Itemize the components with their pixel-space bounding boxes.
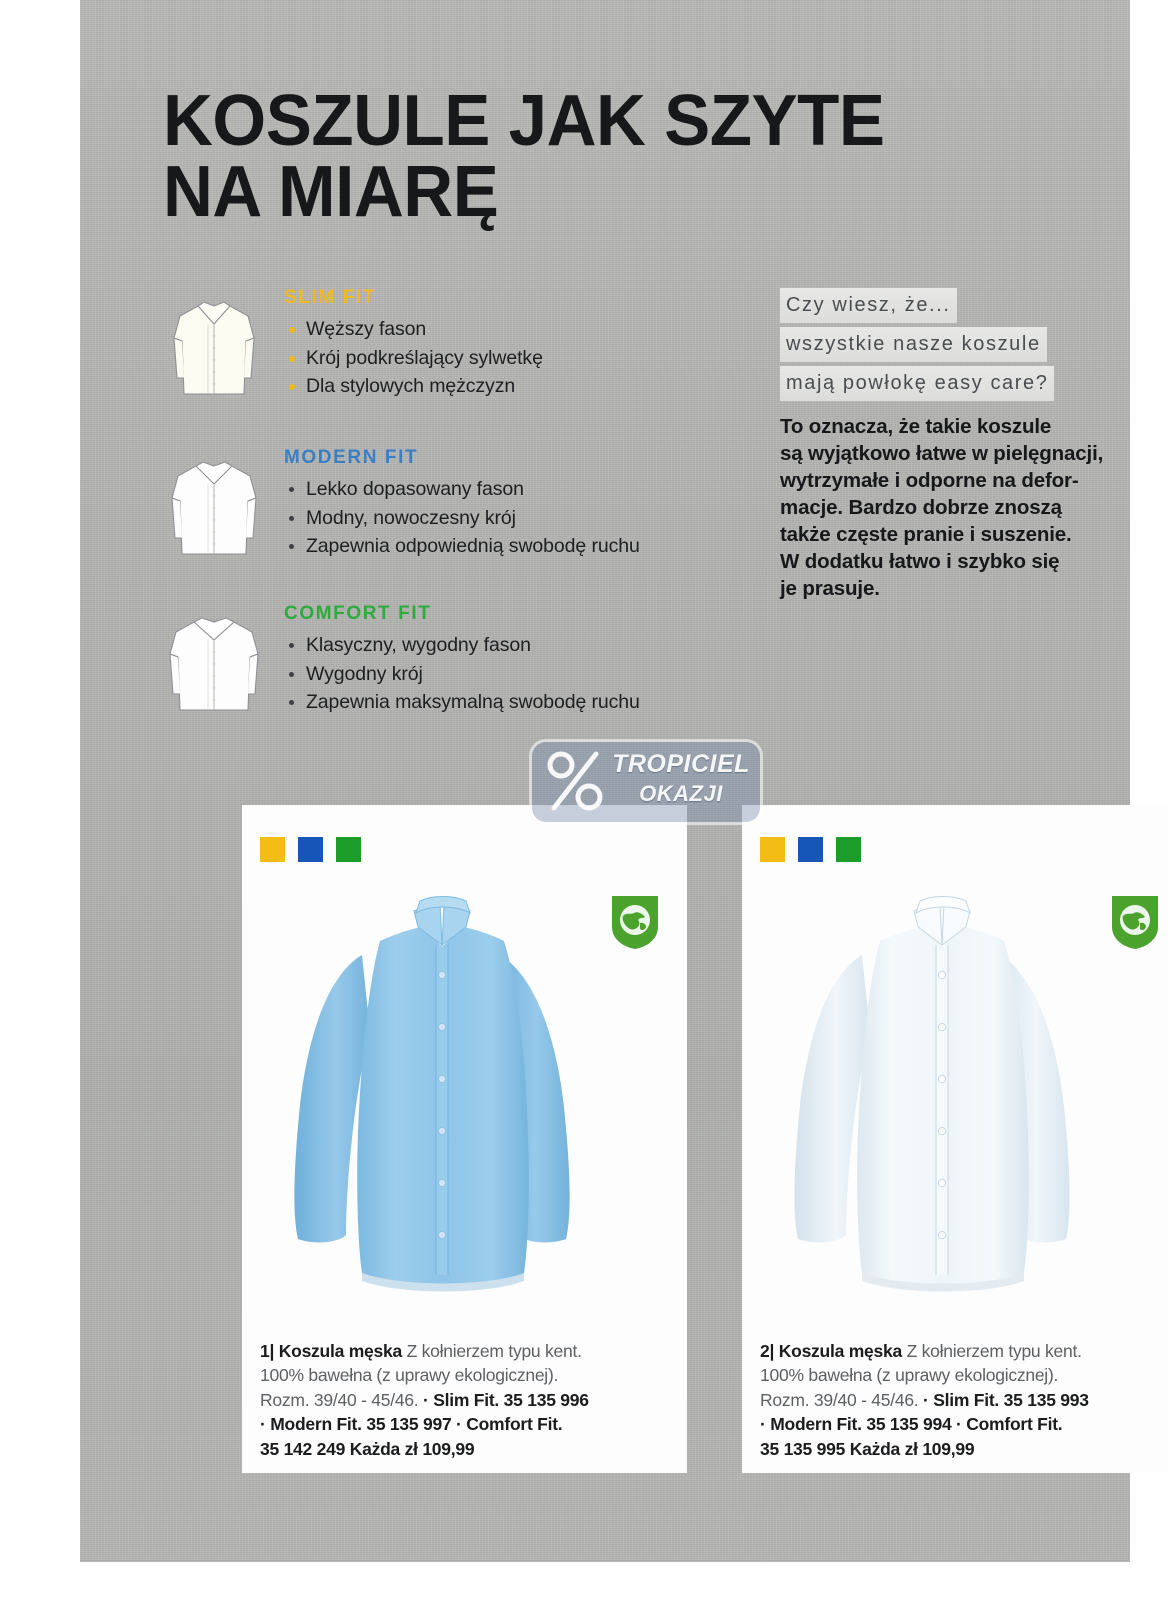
fit-title-modern: MODERN FIT	[284, 447, 419, 468]
caption-line: · Modern Fit. 35 135 994 · Comfort Fit.	[760, 1414, 1063, 1434]
did-you-know-line: mają powłokę easy care?	[780, 366, 1054, 401]
watermark-text	[608, 752, 754, 806]
body-line: W dodatku łatwo i szybko się	[780, 550, 1060, 574]
page-title-line-1: KOSZULE JAK SZYTE	[163, 81, 885, 161]
fit-bullet: Klasyczny, wygodny fason	[284, 631, 768, 660]
watermark-tropiciel-okazji	[532, 742, 760, 822]
page-title	[163, 81, 1027, 232]
caption-line: Rozm. 39/40 - 45/46. · Slim Fit. 35 135 996	[260, 1389, 589, 1410]
fit-bullet: Lekko dopasowany fason	[284, 475, 768, 504]
fit-title-comfort: COMFORT FIT	[284, 603, 432, 624]
fit-bullet: Zapewnia maksymalną swobodę ruchu	[284, 688, 768, 717]
caption-line: 35 135 995 Każda zł 109,99	[760, 1438, 975, 1459]
percent-icon	[544, 748, 606, 814]
fit-bullets-comfort	[284, 631, 768, 717]
caption-line: 100% bawełna (z uprawy ekologicznej).	[260, 1365, 559, 1385]
fit-bullet: Krój podkreślający sylwetkę	[284, 344, 768, 373]
dress-shirt-icon	[168, 610, 260, 718]
product-caption-1	[260, 1339, 672, 1462]
fit-bullets-modern	[284, 475, 768, 561]
body-line: wytrzymałe i odporne na defor-	[780, 469, 1079, 493]
catalog-page	[80, 0, 1130, 1562]
product-card-1	[242, 805, 687, 1473]
fit-block-modern	[168, 448, 768, 561]
fit-bullets-slim	[284, 315, 768, 401]
product-caption-2	[760, 1339, 1168, 1462]
product-card-2	[742, 805, 1168, 1473]
eco-cotton-badge-icon	[609, 893, 661, 951]
dress-shirt-icon	[168, 294, 260, 402]
fit-title-slim: SLIM FIT	[284, 287, 376, 308]
fit-bullet: Modny, nowoczesny krój	[284, 504, 768, 533]
watermark-line-2: OKAZJI	[639, 781, 723, 806]
did-you-know-body	[780, 413, 1132, 602]
body-line: je prasuje.	[780, 577, 880, 601]
watermark-line-1: TROPICIEL	[612, 750, 750, 778]
did-you-know-box	[780, 288, 1140, 405]
dress-shirt-icon	[168, 454, 260, 562]
body-line: To oznacza, że takie koszule	[780, 415, 1052, 438]
product-image-shirt-white	[742, 835, 1168, 1325]
eco-cotton-badge-icon	[1109, 893, 1161, 951]
page-title-line-2: NA MIARĘ	[163, 151, 499, 232]
did-you-know-line: wszystkie nasze koszule	[780, 327, 1047, 362]
fit-bullet: Węższy fason	[284, 315, 768, 344]
caption-line: · Modern Fit. 35 135 997 · Comfort Fit.	[260, 1414, 563, 1434]
body-line: są wyjątkowo łatwe w pielęgnacji,	[780, 442, 1104, 466]
caption-line: Rozm. 39/40 - 45/46. · Slim Fit. 35 135 993	[760, 1389, 1089, 1410]
fit-block-comfort	[168, 604, 768, 717]
fit-bullet: Dla stylowych mężczyzn	[284, 372, 768, 401]
caption-line: 100% bawełna (z uprawy ekologicznej).	[760, 1365, 1059, 1385]
caption-line: 1| Koszula męska Z kołnierzem typu kent.	[260, 1340, 582, 1361]
caption-line: 2| Koszula męska Z kołnierzem typu kent.	[760, 1340, 1082, 1361]
body-line: macje. Bardzo dobrze znoszą	[780, 496, 1062, 520]
fit-block-slim	[168, 288, 768, 401]
body-line: także częste pranie i suszenie.	[780, 523, 1072, 547]
did-you-know-line: Czy wiesz, że...	[780, 288, 957, 323]
caption-line: 35 142 249 Każda zł 109,99	[260, 1438, 475, 1459]
fit-bullet: Zapewnia odpowiednią swobodę ruchu	[284, 532, 768, 561]
fit-bullet: Wygodny krój	[284, 660, 768, 689]
